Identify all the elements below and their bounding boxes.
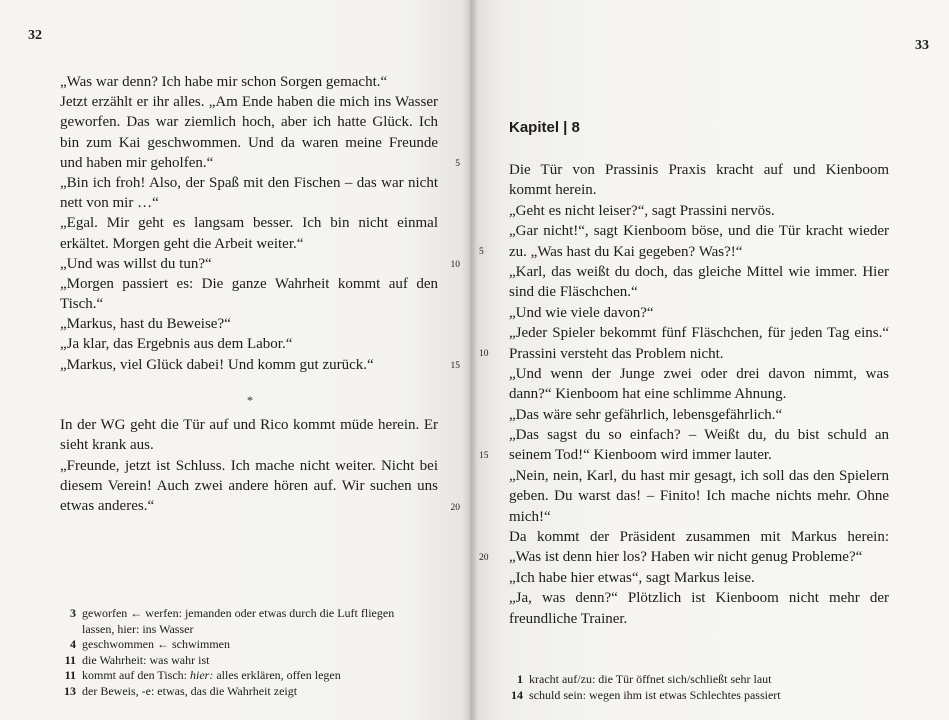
- footnote: 11 die Wahrheit: was wahr ist: [64, 652, 210, 667]
- text-line: erkältet. Morgen geht die Arbeit weiter.“: [60, 235, 304, 252]
- right-footnotes: [507, 672, 917, 703]
- footnote: 14 schuld sein: wegen ihm ist etwas Schlechtes passiert: [511, 687, 781, 702]
- text-line: „Freunde, jetzt ist Schluss. Ich mache nicht weiter. Nicht bei: [60, 457, 438, 474]
- blank-line: [60, 375, 438, 395]
- line-number: 15: [479, 451, 489, 461]
- left-text-body: [60, 72, 460, 516]
- book-gutter: [462, 0, 478, 720]
- line-number: 20: [450, 503, 460, 513]
- text-line: „Markus, viel Glück dabei! Und komm gut zurück.“: [60, 356, 374, 373]
- text-line: Die Tür von Prassinis Praxis kracht auf und Kienboom: [509, 162, 889, 178]
- text-line: und haben mir geholfen.“: [60, 154, 214, 171]
- text-line: „Nein, nein, Karl, du hast mir gesagt, ich soll das den Spielern: [509, 467, 889, 484]
- text-line: „Was ist denn hier los? Haben wir nicht genug Probleme?“: [509, 549, 863, 566]
- text-line: „Und was willst du tun?“: [60, 255, 212, 272]
- text-line: „Das sagst du so einfach? – Weißt du, du bist schuld an: [509, 427, 889, 444]
- right-page: [471, 0, 949, 720]
- text-line: „Egal. Mir geht es langsam besser. Ich bin nicht einmal: [60, 215, 438, 232]
- section-separator: *: [247, 393, 253, 407]
- text-line: „Karl, das weißt du doch, das gleiche Mittel wie immer. Hier: [509, 263, 889, 280]
- text-line: „Das wäre sehr gefährlich, lebensgefährlich.“: [509, 406, 783, 423]
- text-line: Jetzt erzählt er ihr alles. „Am Ende haben die mich ins Wasser: [60, 94, 438, 111]
- line-number: 15: [450, 361, 460, 371]
- text-line: mich!“: [509, 508, 551, 525]
- footnote-continuation: lassen, hier: ins Wasser: [82, 621, 194, 636]
- footnote: 13 der Beweis, -e: etwas, das die Wahrheit zeigt: [64, 683, 298, 698]
- text-line: dann?“ Kienboom hat eine schlimme Ahnung.: [509, 386, 787, 403]
- text-line: diesem Verein! Auch zwei andere hören auf. Wir suchen uns: [60, 477, 438, 494]
- text-line: kommt herein.: [509, 182, 597, 199]
- left-page: [0, 0, 471, 720]
- text-line: „Morgen passiert es: Die ganze Wahrheit kommt auf den: [60, 275, 438, 292]
- right-text-body: [479, 160, 889, 629]
- text-line: bin zum Kai geschwommen. Und da waren meine Freunde: [60, 134, 438, 151]
- text-line: „Gar nicht!“, sagt Kienboom böse, und die Tür kracht wieder: [509, 223, 889, 240]
- text-line: „Ich habe hier etwas“, sagt Markus leise.: [509, 569, 755, 586]
- text-line: „Geht es nicht leiser?“, sagt Prassini nervös.: [509, 202, 775, 219]
- text-line: sieht krank aus.: [60, 437, 154, 454]
- footnote: 11 kommt auf den Tisch: hier: alles erklären, offen legen: [64, 668, 341, 683]
- page-number-left: 32: [28, 28, 42, 43]
- footnote: 4 geschwommen ← schwimmen: [70, 637, 230, 652]
- text-line: zu. „Was hast du Kai gegeben? Was?!“: [509, 243, 743, 260]
- text-line: „Ja klar, das Ergebnis aus dem Labor.“: [60, 336, 293, 353]
- text-line: „Markus, hast du Beweise?“: [60, 316, 231, 333]
- text-line: sind die Fläschchen.“: [509, 284, 638, 301]
- text-line: „Bin ich froh! Also, der Spaß mit den Fischen – das war nicht: [60, 174, 438, 191]
- line-number: 10: [479, 349, 489, 359]
- line-number: 10: [450, 260, 460, 270]
- text-line: „Was war denn? Ich habe mir schon Sorgen gemacht.“: [60, 74, 388, 90]
- line-number: 20: [479, 553, 489, 563]
- text-line: nett von mir …“: [60, 195, 159, 212]
- page-number-right: 33: [915, 38, 929, 53]
- text-line: Da kommt der Präsident zusammen mit Markus herein:: [509, 529, 889, 546]
- text-line: In der WG geht die Tür auf und Rico kommt müde herein. Er: [60, 417, 438, 434]
- text-line: Prassini versteht das Problem nicht.: [509, 345, 724, 362]
- text-line: geworfen. Das war ziemlich hoch, aber ich hatte Glück. Ich: [60, 114, 438, 131]
- line-number: 5: [479, 247, 484, 257]
- text-line: freundliche Trainer.: [509, 610, 628, 627]
- text-line: geben. Du warst das! – Finito! Ich mache nichts mehr. Ohne: [509, 488, 889, 505]
- footnote: 1 kracht auf/zu: die Tür öffnet sich/schließt sehr laut: [517, 672, 772, 686]
- text-line: „Ja, was denn?“ Plötzlich ist Kienboom nicht mehr der: [509, 590, 889, 607]
- text-line: etwas anderes.“: [60, 497, 155, 514]
- chapter-heading: Kapitel | 8: [509, 119, 580, 136]
- text-line: „Und wie viele davon?“: [509, 304, 654, 321]
- footnote: 3 geworfen ← werfen: jemanden oder etwas durch die Luft fliegen: [70, 606, 395, 620]
- left-footnotes: [60, 606, 430, 700]
- line-number: 5: [455, 159, 460, 169]
- text-line: „Und wenn der Junge zwei oder drei davon nimmt, was: [509, 365, 889, 382]
- text-line: seinem Tod!“ Kienboom wird immer lauter.: [509, 447, 772, 464]
- text-line: „Jeder Spieler bekommt fünf Fläschchen, für jeden Tag eins.“: [509, 325, 889, 342]
- text-line: Tisch.“: [60, 296, 104, 313]
